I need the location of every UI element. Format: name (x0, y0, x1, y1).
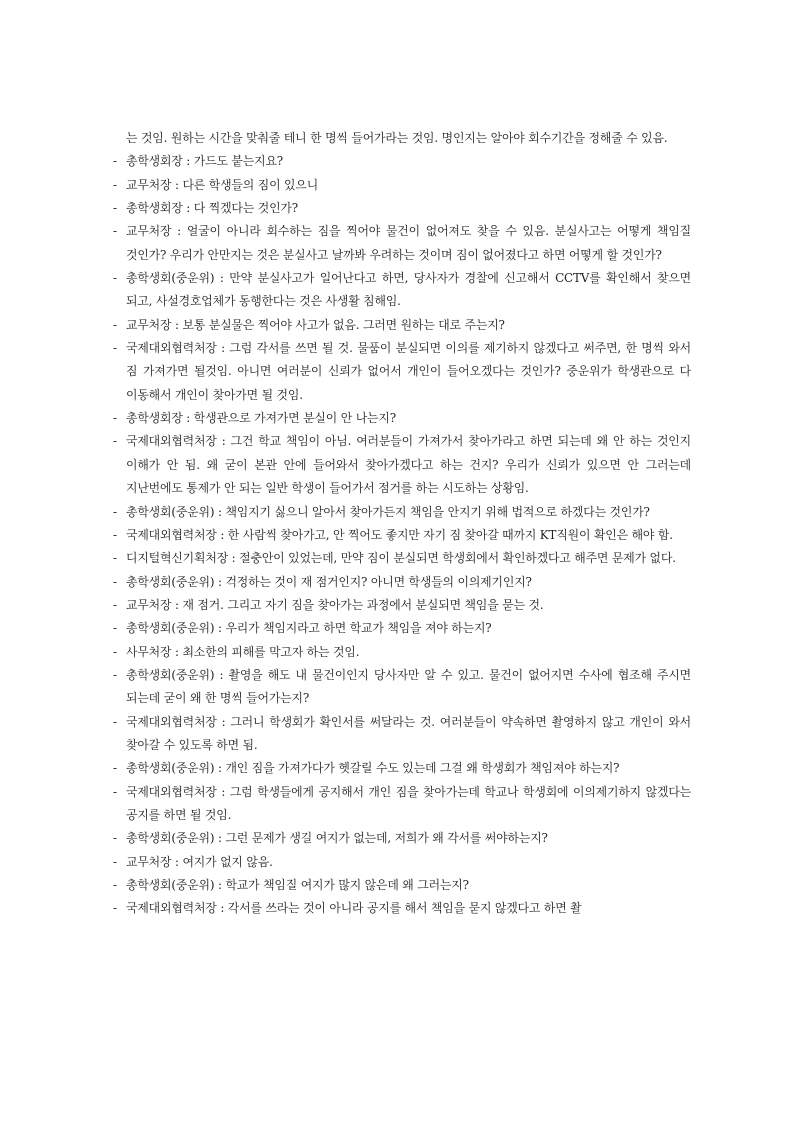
bullet-dash: - (113, 224, 117, 239)
bullet-dash: - (113, 784, 117, 799)
entry-text: 총학생회(중운위) : 그런 문제가 생길 여지가 없는데, 저희가 왜 각서를 써야하는지? (126, 831, 548, 846)
entry-text: 국제대외협력처장 : 그럼 각서를 쓰면 될 것. 물품이 분실되면 이의를 제기하지 않겠다고 써주면, 한 명씩 와서 짐 가져가면 될것임. 아니면 여러분이 신뢰가 없어서 개인이 들어오겠다는 것인가? 중운위가 학생관으로 다 이동해서 개인이 찾아가면 될 것임. (126, 341, 691, 402)
entry-text: 총학생회장 : 다 찍겠다는 것인가? (126, 201, 298, 216)
entry-text: 총학생회장 : 학생관으로 가져가면 분실이 안 나는지? (126, 411, 396, 426)
bullet-dash: - (113, 434, 117, 449)
dialogue-entry (113, 757, 691, 780)
entry-text: 총학생회(중운위) : 책임지기 싫으니 알아서 찾아가든지 책임을 안지기 위해 법적으로 하겠다는 것인가? (126, 504, 650, 519)
dialogue-entry (113, 874, 691, 897)
dialogue-entry (113, 641, 691, 664)
entry-text: 교무처장 : 다른 학생들의 짐이 있으니 (126, 177, 319, 192)
bullet-dash: - (113, 714, 117, 729)
bullet-dash: - (113, 177, 117, 192)
bullet-dash: - (113, 901, 117, 916)
bullet-dash: - (113, 201, 117, 216)
entry-text: 총학생회(중운위) : 개인 짐을 가져가다가 헷갈릴 수도 있는데 그걸 왜 학생회가 책임져야 하는지? (126, 761, 620, 776)
bullet-dash: - (113, 574, 117, 589)
dialogue-entry (113, 337, 691, 407)
dialogue-entry (113, 267, 691, 314)
entry-text: 국제대외협력처장 : 한 사람씩 찾아가고, 안 찍어도 좋지만 자기 짐 찾아갈 때까지 KT직원이 확인은 해야 함. (126, 527, 673, 542)
entry-text: 국제대외협력처장 : 그럼 학생들에게 공지해서 개인 짐을 찾아가는데 학교나 학생회에 이의제기하지 않겠다는 공지를 하면 될 것임. (126, 784, 691, 822)
dialogue-entry (113, 594, 691, 617)
dialogue-entry (113, 547, 691, 570)
entry-text: 총학생회(중운위) : 촬영을 해도 내 물건이인지 당사자만 알 수 있고. 물건이 없어지면 수사에 협조해 주시면 되는데 굳이 왜 한 명씩 들어가는지? (126, 667, 691, 706)
dialogue-entry (113, 430, 691, 500)
dialogue-entry (113, 664, 691, 711)
entry-text: 국제대외협력처장 : 그건 학교 책임이 아님. 여러분들이 가져가서 찾아가라고 하면 되는데 왜 안 하는 것인지 이해가 안 됨. 왜 굳이 본관 안에 들어와서 찾아가겠다고 하는 건지? 우리가 신뢰가 있으면 안 그러는데 지난번에도 통제가 안 되는 일반 학생이 들어가서 점거를 하는 시도하는 상황임. (126, 434, 691, 496)
bullet-dash: - (113, 831, 117, 846)
bullet-dash: - (113, 621, 117, 636)
entry-text: 교무처장 : 여지가 없지 않음. (126, 854, 273, 869)
bullet-dash: - (113, 271, 117, 286)
entry-text: 국제대외협력처장 : 각서를 쓰라는 것이 아니라 공지를 해서 책임을 묻지 않겠다고 하면 촬 (126, 901, 582, 916)
entry-text: 교무처장 : 얼굴이 아니라 회수하는 짐을 찍어야 물건이 없어져도 찾을 수 있음. 분실사고는 어떻게 책임질 것인가? 우리가 안만지는 것은 분실사고 날까봐 우려하는 것이며 짐이 없어졌다고 하면 어떻게 할 것인가? (126, 224, 691, 262)
bullet-dash: - (113, 527, 117, 542)
entry-text: 국제대외협력처장 : 그러니 학생회가 확인서를 써달라는 것. 여러분들이 약속하면 촬영하지 않고 개인이 와서 찾아갈 수 있도록 하면 됨. (126, 714, 691, 752)
dialogue-entry (113, 781, 691, 828)
dialogue-entry (113, 197, 691, 220)
entry-text: 디지털혁신기획처장 : 절충안이 있었는데, 만약 짐이 분실되면 학생회에서 확인하겠다고 해주면 문제가 없다. (126, 551, 676, 566)
bullet-dash: - (113, 341, 117, 356)
dialogue-entry (113, 897, 691, 920)
entry-text: 총학생회장 : 가드도 붙는지요? (126, 154, 284, 169)
bullet-dash: - (113, 667, 117, 682)
continued-paragraph: 는 것임. 원하는 시간을 맞춰줄 테니 한 명씩 들어가라는 것임. 명인지는 알아야 회수기간을 정해줄 수 있음. (126, 131, 668, 145)
dialogue-entry (113, 174, 691, 197)
dialogue-entry (113, 501, 691, 524)
bullet-dash: - (113, 504, 117, 519)
dialogue-list (113, 150, 691, 920)
entry-text: 총학생회(중운위) : 우리가 책임지라고 하면 학교가 책임을 져야 하는지? (126, 621, 492, 636)
bullet-dash: - (113, 154, 117, 169)
dialogue-entry (113, 314, 691, 337)
dialogue-entry (113, 220, 691, 267)
entry-text: 총학생회(중운위) : 만약 분실사고가 일어난다고 하면, 당사자가 경찰에 신고해서 CCTV를 확인해서 찾으면 되고, 사설경호업체가 동행한다는 것은 사생활 침해임. (126, 271, 691, 309)
bullet-dash: - (113, 878, 117, 892)
dialogue-entry (113, 711, 691, 758)
entry-text: 사무처장 : 최소한의 피해를 막고자 하는 것임. (126, 644, 360, 659)
bullet-dash: - (113, 597, 117, 612)
entry-text: 총학생회(중운위) : 학교가 책임질 여지가 많지 않은데 왜 그러는지? (126, 878, 469, 892)
bullet-dash: - (113, 644, 117, 659)
dialogue-entry (113, 524, 691, 547)
entry-text: 교무처장 : 재 점거. 그리고 자기 짐을 찾아가는 과정에서 분실되면 책임을 묻는 것. (126, 597, 544, 612)
dialogue-entry (113, 150, 691, 173)
dialogue-entry (113, 617, 691, 640)
bullet-dash: - (113, 317, 117, 332)
dialogue-entry (113, 851, 691, 874)
dialogue-entry (113, 827, 691, 850)
dialogue-entry (113, 407, 691, 430)
bullet-dash: - (113, 411, 117, 426)
entry-text: 총학생회(중운위) : 걱정하는 것이 재 점거인지? 아니면 학생들의 이의제기인지? (126, 574, 532, 589)
minutes-body (113, 127, 691, 921)
dialogue-entry (113, 571, 691, 594)
bullet-dash: - (113, 854, 117, 869)
bullet-dash: - (113, 551, 117, 566)
bullet-dash: - (113, 761, 117, 776)
entry-text: 교무처장 : 보통 분실물은 찍어야 사고가 없음. 그러면 원하는 대로 주는지? (126, 317, 505, 332)
